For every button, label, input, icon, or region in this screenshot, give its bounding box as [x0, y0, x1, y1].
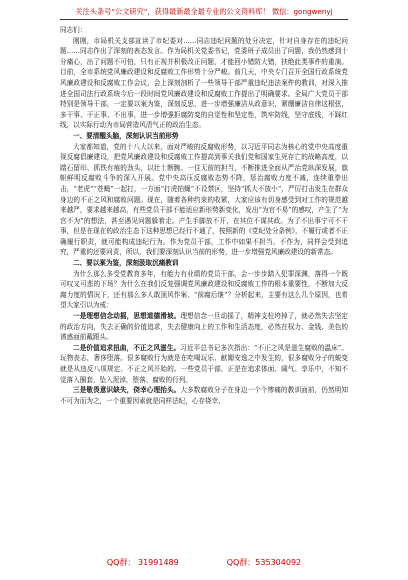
point-3-text: 大多数腐败分子在身边一个个惨痛的教训面前，仍然明知不可为而为之，一个重要因素就是同样法纪，心存侥幸， — [60, 386, 348, 405]
section-1-paragraph: 大家都知道，党的十八大以来，面对严峻的反腐败形势，以习近平同志为核心的党中央高度重视反腐倡廉建设，把党风廉政建设和反腐败工作提高到事关我们党和国家生死存亡的战略高度，以踏石留印、抓铁有痕的劲头，以壮士断腕、一往无前的担当，不断推进全面从严治党纵深发展，旗帜鲜明反腐败斗争的深入开展。党中央高压反腐败态势不降，惩治腐败力度不减，连续重拳出击，“老虎”“苍蝇”一起打，一方面“打虎拍蝇”不设禁区，坚持“抓大不放小”，严厉打击发生在群众身边的不正之风和腐败问题。现在，随着各种约束的收紧，大家应该有切身感受到对工作的规范越来越严，要求越来越高，有些党员干部不能适应新形势新变化，发出“为官不易”的感叹，产生了“为官不为”的想法，甚至遇见问题躲着走。产生手脚放不开，在其位不谋其政。为了不出事宁可不干事，但是在现在的政治生态下这种思想已经行不通了，按照新的《党纪处分条例》，不履行或者不正确履行职责，就可能构成违纪行为。作为党员干部，工作中如果不担当、不作为，同样会受到追究，严重的还要问责，所以，我们要深刻认识当前的形势，进一步增强党风廉政建设的新常态。 — [60, 142, 348, 257]
footer — [60, 557, 348, 568]
point-1-text: 理想信念一旦动摇了，精神支柱垮掉了，就必然失去坚定的政治方向，失去正确的价值追求，失去健康向上的工作和生活态度，必然在权力、金钱、美色的诱惑面前戴跟头。 — [60, 312, 348, 342]
section-2-paragraph: 为什么那么多受党教育多年，有能力有业绩的党员干部，会一步步踏入犯罪深渊，落得一个既可叹又可悲的下场？为什么在我们反复强调党风廉政建设和反腐败工作的根本重要性，不断加大反腐力度的情况下，还有那么多人敢顶风作案、“前腐后继”？分析起来，主要有这么几个原因，也希望大家引以为戒： — [60, 269, 348, 310]
header-banner: 关注头条号“公文研究”，获得最新最全最专业的公文资料库！ 微信：gongwenyj — [75, 7, 333, 16]
header-rule — [60, 19, 348, 20]
footer-qq-group-2: QQ群：535304092 — [226, 558, 302, 567]
point-1-lead: 一是理想信念动摇，思想道德滑坡。 — [73, 312, 181, 321]
point-3-lead: 三是敬畏意识缺失，侥幸心理抬头。 — [73, 386, 181, 395]
section-title-1: 一、要清醒头脑，深刻认识当前形势 — [73, 131, 179, 140]
point-2 — [60, 343, 348, 385]
document-body — [60, 25, 348, 546]
footer-qq-group-1: QQ群： 31991489 — [106, 558, 179, 567]
point-2-text: 习近平总书记多次指出：“不正之风是滋生腐败的温床”。玩物丧志，奢侈堕落。很多腐败行为就是在吃喝玩乐、献媚安逸之中发生的，很多腐败分子的蜕变就是从违反八项规定、不正之风开始的。一些党员干部，正是在追求体面、阔气、享乐中，不知不觉落入圈套，坠入泥淖，堕落、腐败的行列。 — [60, 343, 348, 384]
salutation: 同志们： — [60, 26, 87, 34]
intro-paragraph: 刚刚，市局机关支部宣读了市纪委对……同志违纪问题的处分决定，针对自身存在的违纪问题……同志作出了深刻的表态发言。作为局机关党委书记，党委班子成员出了问题，我仍然感到十分痛心，出了问题不可怕，只有正视并积极改正问题，才能回小错防大错，扶绝此类事件的重演。目前，全市系统党风廉政建设和反腐败工作形势十分严峻。前几天，中央专门召开全国行政系统党风廉政建设和反腐败工作会议，会上深刻剖析了一些领导干部严重违纪违法案件的教训，对深入推进全国司法行政系统今后一段时间党风廉政建设和反腐败工作提出了明确要求。全局广大党员干部特别是领导干部，一定要以案为鉴，深刻反思，进一步增强廉洁从政意识，紧绷廉洁自律这根弦，多干事、干正事、不出事，进一步增强拒腐防变的自觉性和坚定性，筑牢防线，坚守底线，不踩红线，以实际行动为市局营造风清气正的政治生态。 — [60, 36, 348, 130]
point-3 — [60, 385, 348, 406]
section-title-2: 二、要以案为鉴，深刻汲取沉痛教训 — [73, 259, 179, 268]
point-1 — [60, 311, 348, 343]
point-2-lead: 二是价值追求扭曲，不正之风滋生。 — [73, 343, 181, 352]
